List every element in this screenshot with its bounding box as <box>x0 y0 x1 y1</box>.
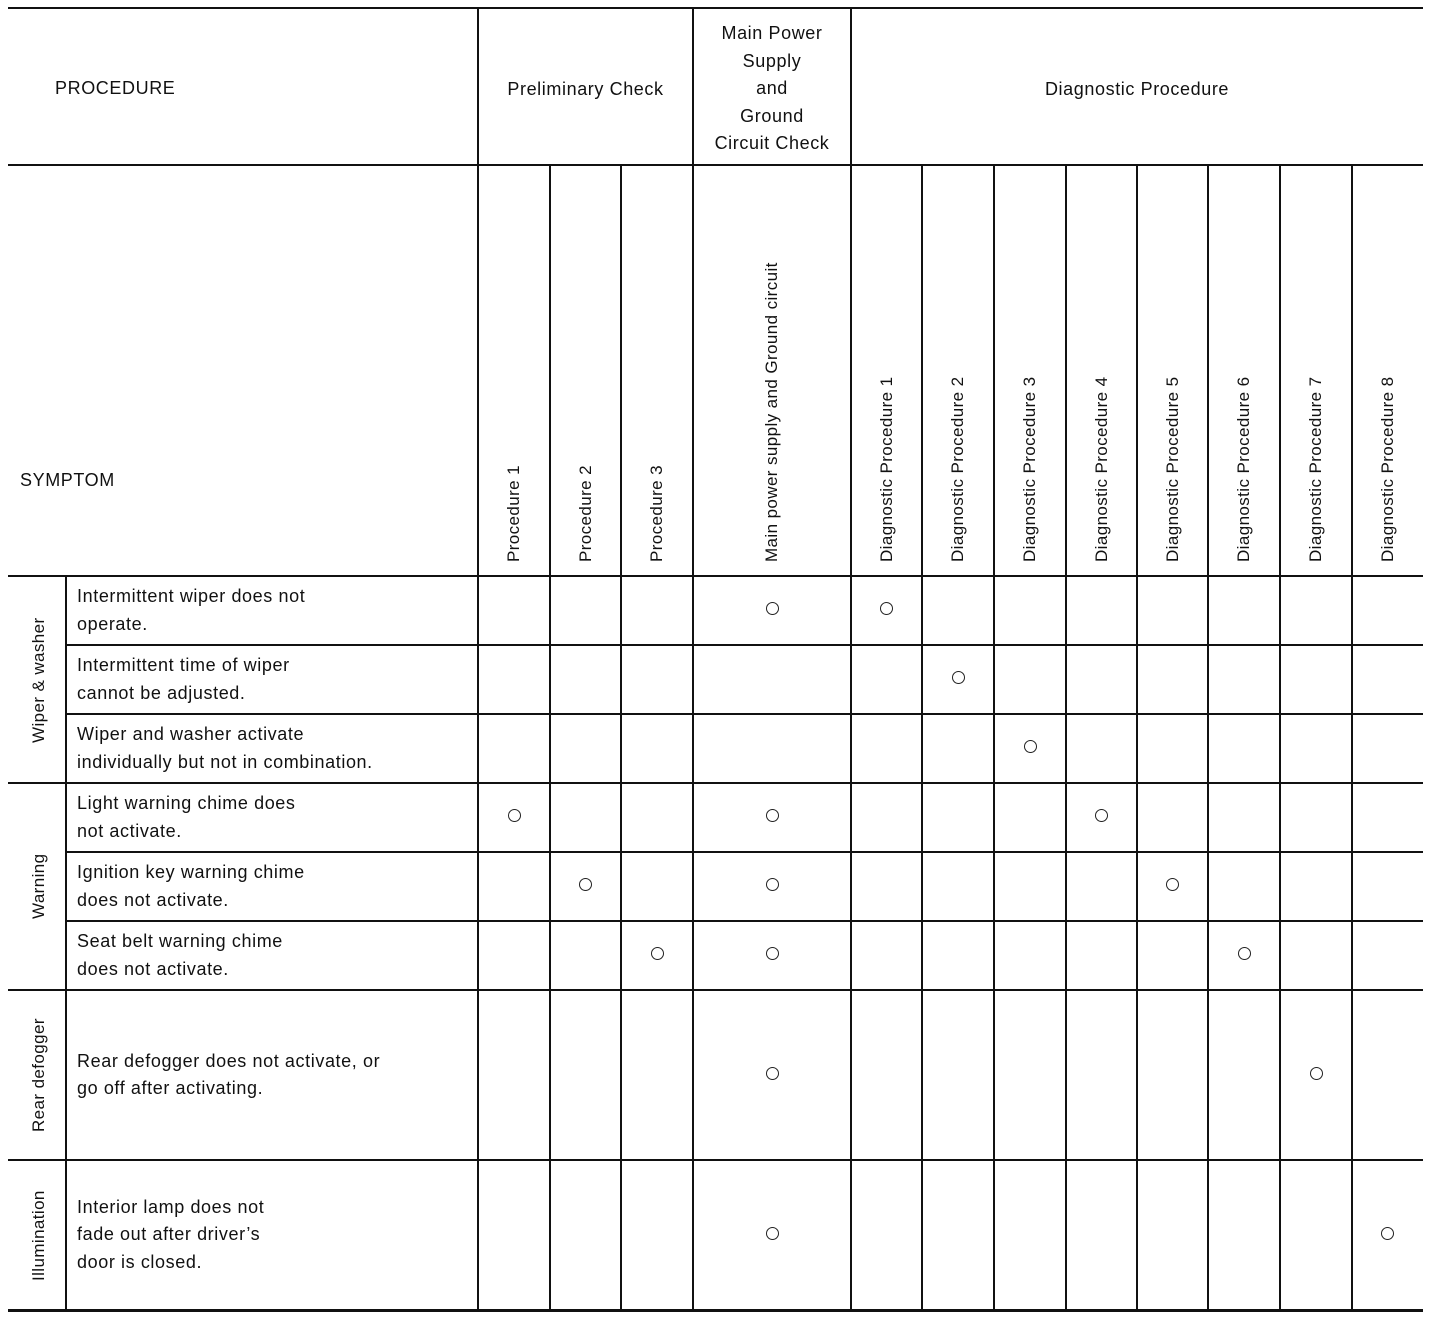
symptom-line: does not activate. <box>77 889 229 910</box>
column-header-2: Procedure 2 <box>575 464 595 562</box>
grid-line <box>8 575 1423 577</box>
grid-line <box>8 1309 1423 1312</box>
check-mark-circle <box>766 947 779 960</box>
group-main-power-line: Ground <box>740 105 804 126</box>
symptom-line: does not activate. <box>77 958 229 979</box>
group-diagnostic-procedure: Diagnostic Procedure <box>1044 79 1230 99</box>
group-main-power-line: and <box>756 78 788 98</box>
group-main-power-line: Supply <box>742 50 802 71</box>
grid-line <box>549 165 550 1310</box>
check-mark-circle <box>1095 809 1108 822</box>
group-main-power-line: Circuit Check <box>714 133 830 153</box>
grid-line <box>692 8 694 1310</box>
grid-line <box>1279 165 1280 1310</box>
grid-line <box>66 644 1423 645</box>
symptom-line: individually but not in combination. <box>77 751 373 772</box>
column-header-1: Procedure 1 <box>504 464 523 562</box>
column-header-12: Diagnostic Procedure 8 <box>1377 376 1397 562</box>
grid-line <box>850 8 852 1310</box>
grid-line <box>477 8 479 1310</box>
symptom-line: go off after activating. <box>77 1078 264 1098</box>
symptom-line: Interior lamp does not <box>77 1196 265 1217</box>
grid-line <box>66 851 1423 852</box>
grid-line <box>1351 165 1352 1310</box>
grid-line <box>1065 165 1066 1310</box>
check-mark-circle <box>1166 878 1179 891</box>
check-mark-circle <box>1238 947 1251 960</box>
column-header-11: Diagnostic Procedure 7 <box>1306 376 1325 562</box>
check-mark-circle <box>508 809 521 822</box>
grid-line <box>66 920 1423 921</box>
category-label: Warning <box>29 853 48 919</box>
column-header-8: Diagnostic Procedure 4 <box>1091 376 1111 562</box>
check-mark-circle <box>579 878 592 891</box>
check-mark-circle <box>766 878 779 891</box>
column-header-10: Diagnostic Procedure 6 <box>1234 376 1253 562</box>
check-mark-circle <box>1310 1067 1323 1080</box>
group-main-power-line: Main Power <box>721 23 823 43</box>
check-mark-circle <box>651 947 664 960</box>
procedure-label: PROCEDURE <box>55 78 176 98</box>
column-header-7: Diagnostic Procedure 3 <box>1020 376 1039 562</box>
grid-line <box>620 165 621 1310</box>
grid-line <box>66 713 1423 714</box>
symptom-line: fade out after driver’s <box>77 1224 261 1245</box>
symptom-line: Ignition key warning chime <box>77 862 305 882</box>
grid-line <box>993 165 994 1310</box>
group-preliminary-check: Preliminary Check <box>507 79 664 99</box>
check-mark-circle <box>766 602 779 615</box>
symptom-line: cannot be adjusted. <box>77 682 246 703</box>
grid-line <box>8 989 1423 992</box>
symptom-line: Seat belt warning chime <box>77 931 283 951</box>
category-label: Illumination <box>29 1189 48 1281</box>
check-mark-circle <box>880 602 893 615</box>
check-mark-circle <box>952 671 965 684</box>
category-label: Rear defogger <box>29 1018 48 1132</box>
check-mark-circle <box>766 1067 779 1080</box>
column-header-6: Diagnostic Procedure 2 <box>948 376 967 562</box>
symptom-line: Wiper and washer activate <box>77 724 305 744</box>
grid-line <box>8 164 1423 166</box>
column-header-4: Main power supply and Ground circuit <box>762 262 781 562</box>
category-label: Wiper & washer <box>29 616 48 743</box>
symptom-line: Rear defogger does not activate, or <box>77 1050 381 1071</box>
grid-line <box>1136 165 1137 1310</box>
symptom-line: door is closed. <box>77 1251 203 1272</box>
check-mark-circle <box>766 1227 779 1240</box>
column-header-9: Diagnostic Procedure 5 <box>1162 376 1182 562</box>
check-mark-circle <box>766 809 779 822</box>
column-header-5: Diagnostic Procedure 1 <box>876 376 896 562</box>
symptom-line: Light warning chime does <box>77 793 296 813</box>
grid-line <box>8 1159 1423 1162</box>
grid-line <box>921 165 922 1310</box>
grid-line <box>8 7 1423 10</box>
symptom-line: Intermittent time of wiper <box>77 655 290 675</box>
symptom-line: operate. <box>77 613 148 634</box>
check-mark-circle <box>1381 1227 1394 1240</box>
symptom-line: Intermittent wiper does not <box>77 586 306 606</box>
grid-line <box>65 576 67 1310</box>
grid-line <box>1207 165 1208 1310</box>
check-mark-circle <box>1024 740 1037 753</box>
column-header-3: Procedure 3 <box>647 464 666 562</box>
symptom-line: not activate. <box>77 820 182 841</box>
symptom-label: SYMPTOM <box>20 470 115 490</box>
grid-line <box>8 782 1423 785</box>
